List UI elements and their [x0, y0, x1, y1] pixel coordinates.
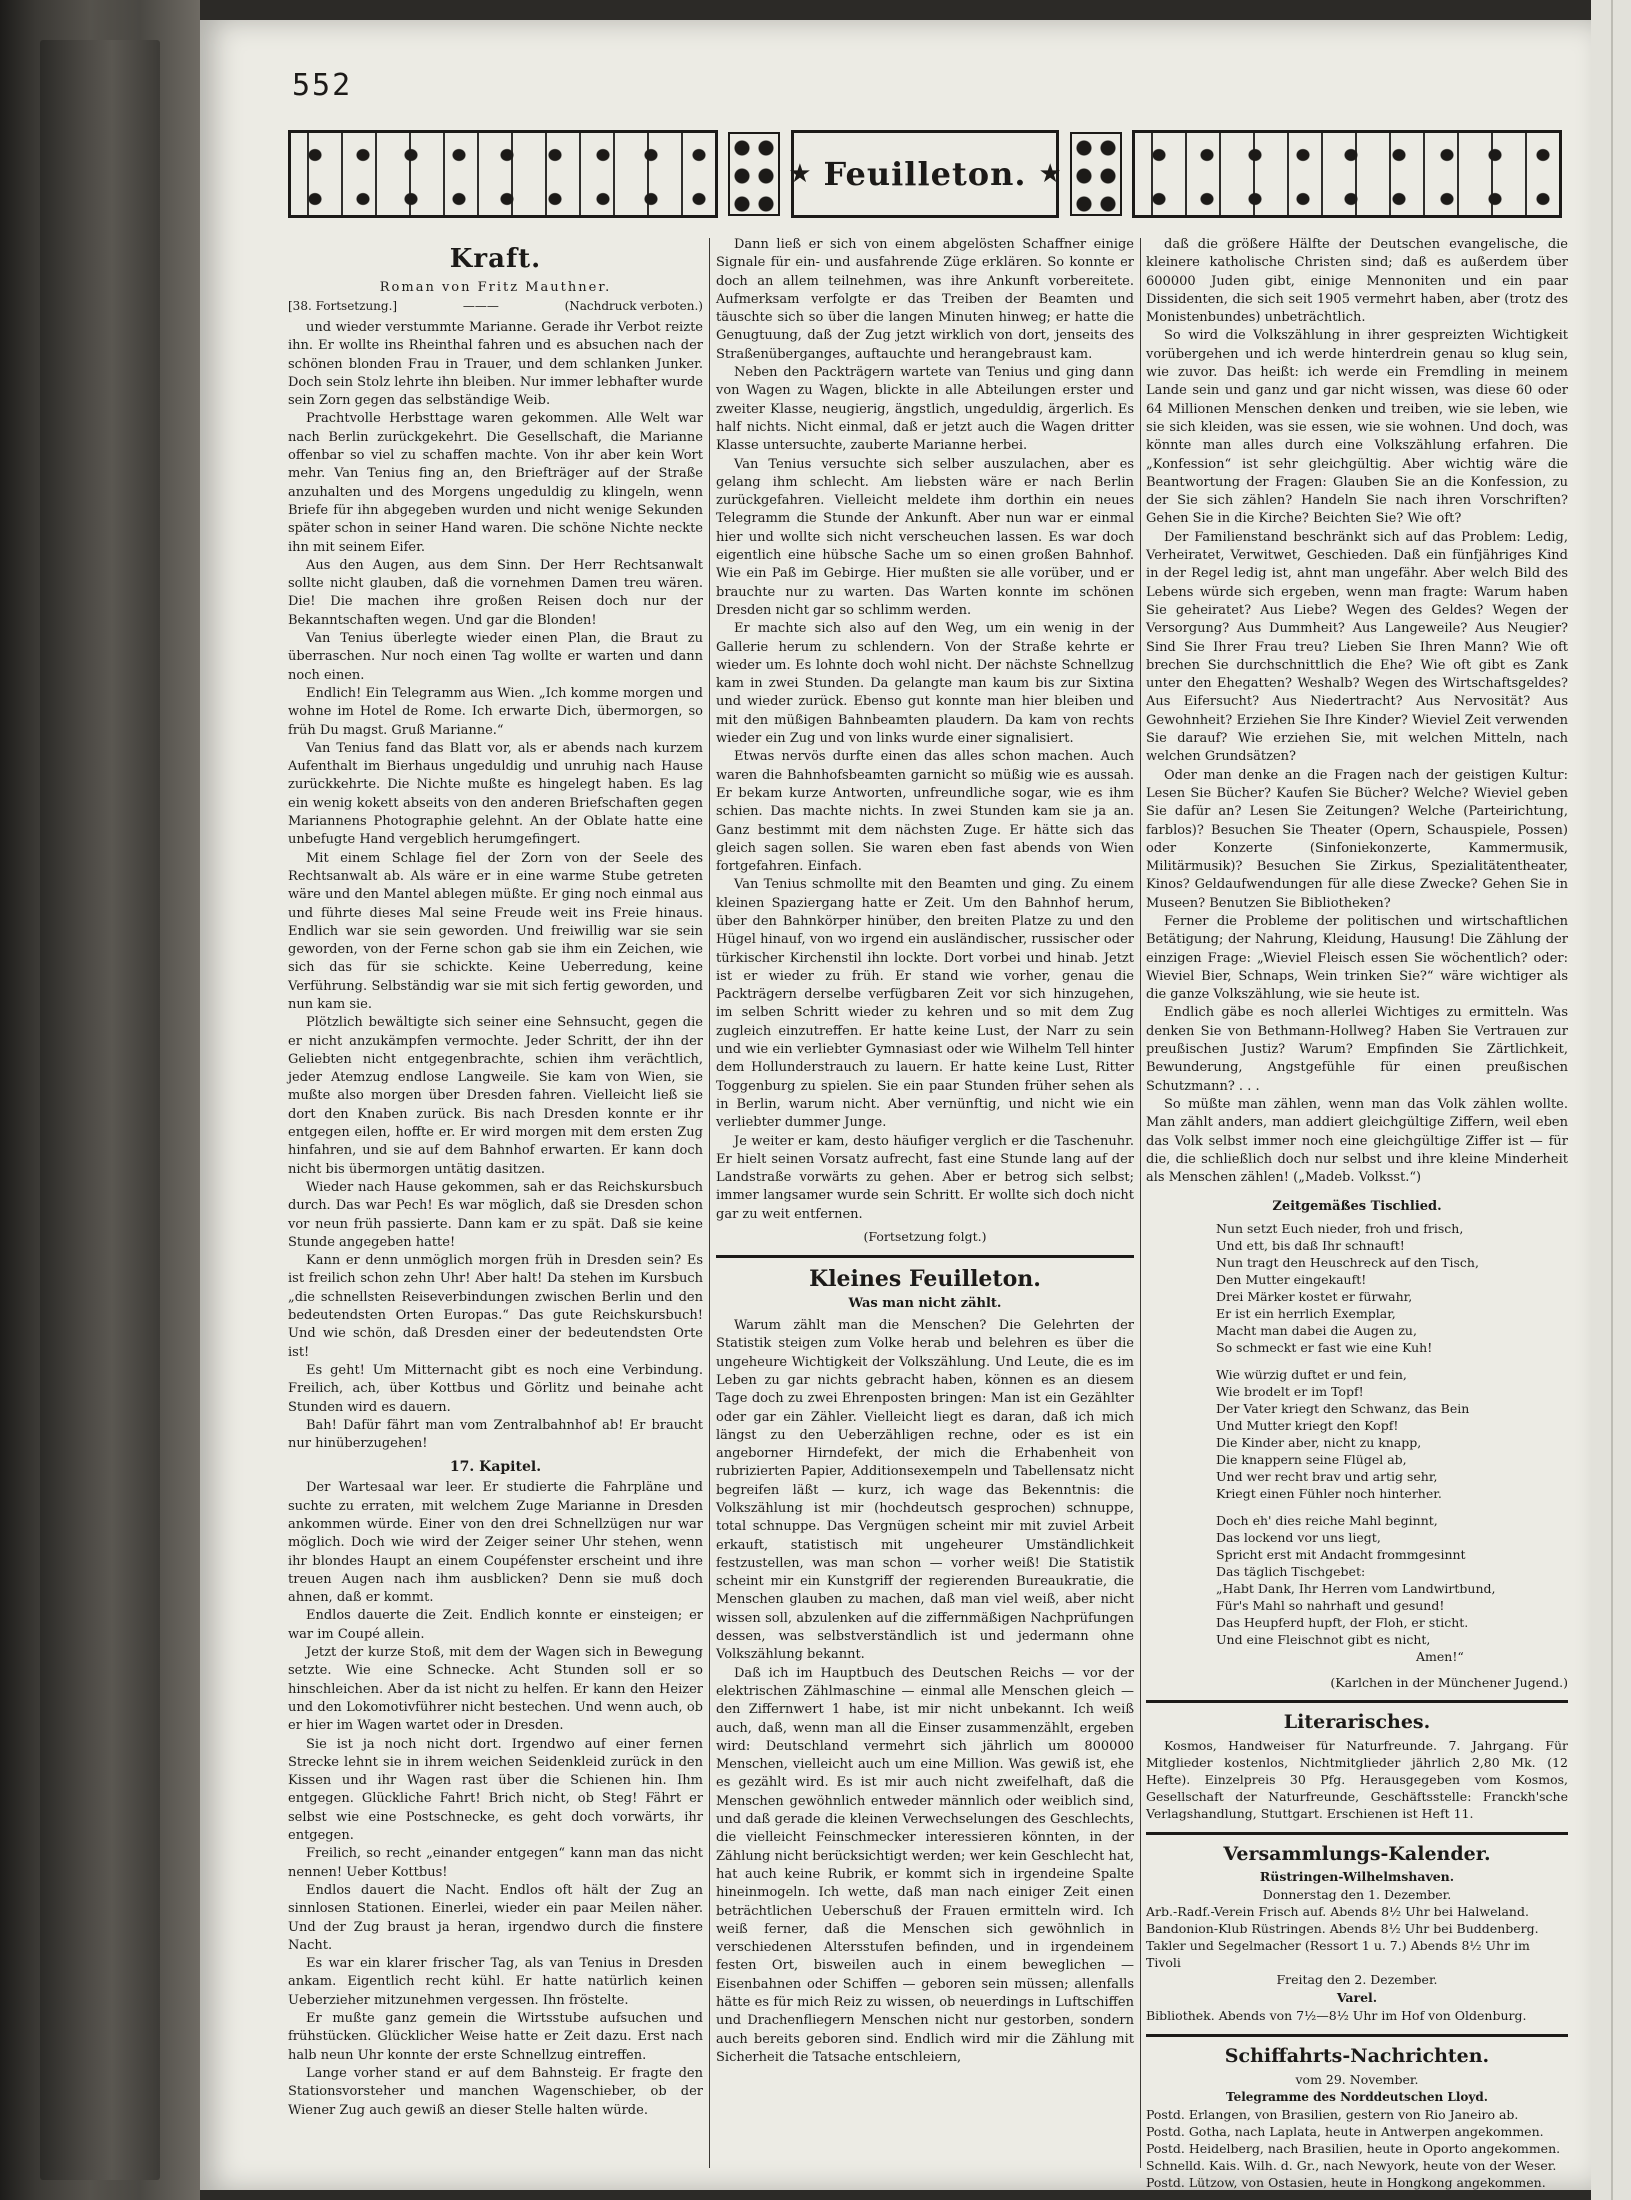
paragraph: Jetzt der kurze Stoß, mit dem der Wagen sich in Bewegung setzte. Wie eine Schnecke. Acht Stunden soll er so hinschleichen. Aber da ist nicht zu helfen. Er kann den Heizer und den Lokomotivführer nicht bestechen. Und wenn auch, ob er hier im Wagen wartet oder in Dresden. [288, 1645, 703, 1734]
paragraph: Es geht! Um Mitternacht gibt es noch eine Verbindung. Freilich, ach, über Kottbus und Görlitz und beinahe acht Stunden wird es dauern. [288, 1362, 703, 1415]
paragraph: Endlich! Ein Telegramm aus Wien. „Ich komme morgen und wohne im Hotel de Rome. Ich erwarte Dich, übermorgen, so früh Du magst. Gruß Marianne.“ [288, 685, 703, 738]
kleines-text-continued [1146, 236, 1568, 1187]
novel-byline: Roman von Fritz Mauthner. [379, 280, 612, 295]
novel-text-continued [716, 236, 1134, 1224]
star-icon: ★ [788, 159, 812, 189]
chapter-heading: 17. Kapitel. [449, 1459, 542, 1476]
poem-line: Nun tragt den Heuschreck auf den Tisch, [1216, 1255, 1479, 1271]
poem-line: Doch eh' dies reiche Mahl beginnt, [1216, 1513, 1438, 1529]
kalender-item: Bibliothek. Abends von 7½—8½ Uhr im Hof von Oldenburg. [1146, 2008, 1527, 2024]
poem-line: Macht man dabei die Augen zu, [1216, 1323, 1417, 1339]
poem-line: So schmeckt er fast wie eine Kuh! [1216, 1340, 1433, 1356]
paragraph: Er mußte ganz gemein die Wirtsstube aufsuchen und frühstücken. Glücklicher Weise hatte er Zeit dazu. Erst nach halb neun Uhr konnte der erste Schnellzug eintreffen. [288, 2011, 703, 2063]
literarisches-title: Literarisches. [1283, 1711, 1431, 1734]
kalender-item: Bandonion-Klub Rüstringen. Abends 8½ Uhr bei Buddenberg. [1146, 1921, 1539, 1937]
section-divider [1146, 1832, 1568, 1835]
ornament-box-right [1070, 132, 1122, 216]
paragraph: Kann er denn unmöglich morgen früh in Dresden sein? Es ist freilich schon zehn Uhr! Aber halt! Da stehen im Kursbuch „die schnellsten Reiseverbindungen zwischen Berlin und den bedeutendsten Orten Europas.“ Das gute Reichskursbuch! Und wie schön, daß Dresden einer der bedeutendsten Orte ist! [288, 1253, 703, 1360]
section-title-box [788, 130, 1062, 218]
star-icon: ★ [1038, 159, 1062, 189]
ornament-left [288, 130, 718, 218]
poem-line: Die Kinder aber, nicht zu knapp, [1216, 1435, 1422, 1451]
kalender-item: Arb.-Radf.-Verein Frisch auf. Abends 8½ Uhr bei Halweland. [1146, 1904, 1529, 1920]
section-title: Feuilleton. [823, 155, 1027, 193]
poem-stanza [1216, 1220, 1568, 1356]
paragraph: Plötzlich bewältigte sich seiner eine Sehnsucht, gegen die er nicht anzukämpfen vermochte. Jeder Schritt, der ihn der Geliebten nicht entgegenbrachte, schien ihm verächtlich, jeder Atemzug endlose Langweile. Sie kam von Wien, sie mußte also morgen über Dresden fahren. Vielleicht ließ sie dort den Knaben zurück. Bis nach Dresden konnte er ihr entgegen eilen, hoffte er. Er wird morgen mit dem ersten Zug hinfahren, und sie auf dem Bahnhof erwarten. Er kann doch nicht bis übermorgen untätig dasitzen. [288, 1015, 703, 1177]
section-divider [716, 1255, 1134, 1258]
kleines-title: Kleines Feuilleton. [809, 1266, 1041, 1293]
newspaper-page [200, 20, 1591, 2190]
paragraph: Je weiter er kam, desto häufiger verglich er die Taschenuhr. Er hielt seinen Vorsatz aufrecht, fast eine Stunde lang auf der Landstraße vorwärts zu gehen. Aber er betrog sich selbst; immer langsamer wurde sein Schritt. Er wollte sich doch nicht gar zu weit entfernen. [716, 1133, 1134, 1222]
paragraph: Es war ein klarer frischer Tag, als van Tenius in Dresden ankam. Eigentlich recht kühl. Er hatte natürlich keinen Ueberzieher mitzunehmen vergessen. Ihn fröstelte. [288, 1956, 703, 2008]
feuilleton-banner [288, 130, 1562, 218]
column-3 [1146, 236, 1568, 2191]
paragraph: Aus den Augen, aus dem Sinn. Der Herr Rechtsanwalt sollte nicht glauben, daß die vornehmen Damen treu wären. Die! Die machen ihre großen Reisen doch nur der Bekanntschaften wegen. Und gar die Blonden! [288, 557, 703, 628]
to-be-continued: (Fortsetzung folgt.) [863, 1229, 987, 1245]
column-2 [716, 236, 1134, 2067]
poem-stanza [1216, 1512, 1568, 1665]
column-rule [1140, 238, 1141, 2168]
schiffahrt-item: Postd. Gotha, nach Laplata, heute in Antwerpen angekommen. [1146, 2124, 1544, 2140]
novel-text-chapter [288, 1479, 703, 2119]
paragraph: Daß ich im Hauptbuch des Deutschen Reichs — vor der elektrischen Zählmaschine — einmal alle Menschen gleich — den Ziffernwert 1 habe, ist mir nicht unbekannt. Ich weiß auch, daß, wenn man all die Einser zusammenzählt, ergeben wird: Deutschland vermehrt sich jährlich um 800000 Menschen, vielleicht auch um eine Million. Was gewiß ist, ehe es gezählt wird. Es ist mir auch nicht zweifelhaft, daß die Menschen gewöhnlich entweder männlich oder weiblich sind, und daß gerade die kleinen Verwechselungen des Geschlechts, die vielleicht Feinschmecker interessieren könnten, in der Zählung nicht berücksichtigt werden; wer kein Geschlecht hat, hat auch keine Rubrik, er kommt sich in irgendeine Spalte hineinmogeln. Ich wette, daß man nach einiger Zeit einen beträchtlichen Ueberschuß der Frauen ermitteln wird. Ich weiß ferner, daß die Menschen sich gewöhnlich in verschiedenen Altersstufen befinden, und in irgendeinem festen Ort, bisweilen auch in einem beweglichen — Eisenbahnen oder Schiffen — geboren sein müssen; allenfalls hätte es für mich Reiz zu wissen, ob neuerdings in Luftschiffen und Drachenfliegern Menschen nicht nur gestorben, sondern auch bereits geboren sind. Endlich wird mir die Zählung mit Sicherheit die Tatsache entschleiern, [716, 1665, 1134, 2065]
schiffahrt-date: vom 29. November. [1295, 2072, 1419, 2088]
kalender-title: Versammlungs-Kalender. [1223, 1843, 1491, 1866]
rights-note: (Nachdruck verboten.) [564, 299, 703, 313]
poem-line: Und Mutter kriegt den Kopf! [1216, 1418, 1399, 1434]
kalender-date: Donnerstag den 1. Dezember. [1262, 1887, 1452, 1903]
kalender-item: Takler und Segelmacher (Ressort 1 u. 7.) Abends 8½ Uhr im Tivoli [1146, 1938, 1530, 1971]
poem-source: (Karlchen in der Münchener Jugend.) [1330, 1675, 1568, 1691]
poem [1146, 1220, 1568, 1665]
poem-line: Der Vater kriegt den Schwanz, das Bein [1216, 1401, 1470, 1417]
literarisches-text: Kosmos, Handweiser für Naturfreunde. 7. Jahrgang. Für Mitglieder kostenlos, Nichtmitglieder jährlich 2,80 Mk. (12 Hefte). Einzelpreis 30 Pfg. Herausgegeben vom Kosmos, Gesellschaft der Naturfreunde, Geschäftsstelle: Franckh'sche Verlagshandlung, Stuttgart. Erschienen ist Heft 11. [1146, 1738, 1568, 1822]
paragraph: Oder man denke an die Fragen nach der geistigen Kultur: Lesen Sie Bücher? Kaufen Sie Bücher? Welche? Wieviel geben Sie dafür an? Lesen Sie Zeitungen? Welche (Parteirichtung, farblos)? Besuchen Sie Theater (Opern, Schauspiele, Possen) oder Konzerte (Sinfoniekonzerte, Kammermusik, Militärmusik)? Besuchen Sie Zirkus, Spezialitätentheater, Kinos? Geldaufwendungen für alle diese Zwecke? Gehen Sie in Museen? Benutzen Sie Bibliotheken? [1146, 767, 1568, 911]
poem-line: Wie würzig duftet er und fein, [1216, 1367, 1407, 1383]
paragraph: Lange vorher stand er auf dem Bahnsteig. Er fragte den Stationsvorsteher und manchen Wagenschieber, ob der Wiener Zug auch gewiß an dieser Stelle halten würde. [288, 2065, 703, 2118]
paragraph: Wieder nach Hause gekommen, sah er das Reichskursbuch durch. Das war Pech! Es war möglich, daß sie Dresden schon vor neun früh passierte. Dann kam er zu spät. Daß sie keine Stunde angegeben hatte! [288, 1179, 703, 1250]
poem-line: Das täglich Tischgebet: [1216, 1564, 1366, 1580]
paragraph: Dann ließ er sich von einem abgelösten Schaffner einige Signale für ein- und ausfahrende Züge erklären. So konnte er doch an allem teilnehmen, was ihre Ankunft vorbereitete. Aufmerksam verfolgte er das Treiben der Beamten und täuschte sich so über die langen Minuten hinweg; er hatte die Genugtuung, daß der Zug jetzt wirklich von dort, jenseits des Straßenüberganges, auftauchte und herangebraust kam. [716, 237, 1134, 362]
novel-title: Kraft. [449, 244, 542, 274]
schiffahrt-item: Postd. Lützow, von Ostasien, heute in Hongkong angekommen. [1146, 2175, 1546, 2191]
next-page-edge [1591, 0, 1631, 2200]
column-1 [288, 236, 703, 2120]
poem-line: Amen!“ [1416, 1649, 1464, 1665]
book-spine [0, 0, 200, 2200]
novel-meta: [38. Fortsetzung.] ——— (Nachdruck verboten.) [288, 299, 703, 313]
poem-title: Zeitgemäßes Tischlied. [1272, 1199, 1442, 1215]
paragraph: Warum zählt man die Menschen? Die Gelehrten der Statistik steigen zum Volke herab und belehren es über die ungeheure Wichtigkeit der Volkszählung. Und Leute, die es im Leben zu gar nichts gebracht haben, können es an diesem Tage doch zu zwei Ehrenposten bringen: Man ist ein Gezählter oder gar ein Zähler. Vielleicht liegt es daran, daß ich mich längst zu den Ueberzähligen rechne, oder es ist ein angeborner Hirndefekt, der mich die Erhabenheit von rubrizierten Papier, Additionsexempeln und Tabellensatz nicht begreifen läßt — kurz, ich wage das Bekenntnis: die Volkszählung ist mir (hochdeutsch gesprochen) schnuppe, total schnuppe. Das Vergnügen scheint mir mit zuviel Arbeit erkauft, statistisch mit ungeheurer Umständlichkeit festzustellen, was man schon — vorher weiß! Die Statistik scheint mir ein Kunstgriff der regierenden Bureaukratie, die Menschen glauben zu machen, daß man viel weiß, aber nicht wissen soll, abzulenken auf die ziffernmäßigen Nachprüfungen dessen, was selbstverständlich ist und jedermann ohne Volkszählung bekannt. [716, 1318, 1134, 1663]
section-divider [1146, 2034, 1568, 2037]
paragraph: Endlich gäbe es noch allerlei Wichtiges zu ermitteln. Was denken Sie von Bethmann-Hollweg? Haben Sie Vertrauen zur preußischen Justiz? Warum? Empfinden Sie Zärtlichkeit, Bewunderung, Angstgefühle für einen preußischen Schutzmann? . . . [1146, 1005, 1568, 1094]
paragraph: Van Tenius schmollte mit den Beamten und ging. Zu einem kleinen Spaziergang hatte er Zeit. Um den Bahnhof herum, über den Bahnkörper hinüber, den breiten Platze zu und den Hügel hinauf, von wo irgend ein ausländischer, russischer oder türkischer Kirchenstil ihn lockte. Dort vorbei und hinab. Jetzt ist er wieder zu früh. Er stand wie vorher, genau die Packträgern derselbe verfügbaren Zeit vor sich hinzugehen, im selben Schritt wieder zu kehren und so mit dem Zug zugleich einzutreffen. Er hatte keine Lust, der Narr zu sein und wie ein verliebter Gymnasiast oder wie Wilhelm Tell hinter dem Hollunderstrauch zu lauern. Er hatte keine Lust, Ritter Toggenburg zu spielen. Sie ein paar Stunden früher sehen als in Berlin, warum nicht. Aber vernünftig, und nicht wie ein verliebter dummer Junge. [716, 877, 1134, 1131]
schiffahrt-item: Postd. Heidelberg, nach Brasilien, heute in Oporto angekommen. [1146, 2141, 1561, 2157]
poem-line: Nun setzt Euch nieder, froh und frisch, [1216, 1221, 1464, 1237]
poem-line: Er ist ein herrlich Exemplar, [1216, 1306, 1396, 1322]
poem-line: Kriegt einen Fühler noch hinterher. [1216, 1486, 1442, 1502]
paragraph: Endlos dauert die Nacht. Endlos oft hält der Zug an sinnlosen Stationen. Einerlei, wieder ein paar Meilen näher. Und der Zug braust ja heran, irgendwo durch die finstere Nacht. [288, 1882, 703, 1953]
paragraph: So wird die Volkszählung in ihrer gespreizten Wichtigkeit vorübergehen und ich werde hinterdrein genau so klug sein, wie zuvor. Das heißt: ich werde ein Fremdling in meinem Lande sein und ganz und gar nicht wissen, was diese 60 oder 64 Millionen Menschen denken und treiben, wie sie leben, wie sie sich kleiden, was sie essen, wie sie wohnen. Und doch, was könnte man alles durch eine Volkszählung erfahren. Die „Konfession“ ist sehr gleichgültig. Aber wichtig wäre die Beantwortung der Fragen: Glauben Sie an die Konfession, zu der Sie sich zählen? Handeln Sie nach ihren Vorschriften? Gehen Sie in die Kirche? Beichten Sie? Wie oft? [1146, 328, 1568, 527]
poem-stanza [1216, 1366, 1568, 1502]
paragraph: Van Tenius versuchte sich selber auszulachen, aber es gelang ihm schlecht. Am liebsten wäre er nach Berlin zurückgefahren. Vielleicht meldete ihm dorthin ein neues Telegramm die Stunde der Ankunft. Aber nun war er einmal hier und wollte sich nicht verscheuchen lassen. Es war doch eigentlich eine hübsche Sache um so einen großen Bahnhof. Wie ein Paß im Gebirge. Hier mußten sie alle vorüber, und er brauchte nur zu warten. Das Warten konnte im schönen Dresden nicht gar so schlimm werden. [716, 456, 1134, 618]
ornament-right [1132, 130, 1562, 218]
paragraph: Der Wartesaal war leer. Er studierte die Fahrpläne und suchte zu erraten, mit welchem Zuge Marianne in Dresden ankommen würde. Einer von den drei Schnellzügen nur war möglich. Doch wie wird der Zeiger seiner Uhr stehen, wenn ihr blondes Haupt an einem Coupéfenster erscheint und ihre treuen Augen nach ihm ausblicken? Denn sie muß doch ahnen, daß er kommt. [288, 1480, 703, 1606]
poem-line: Wie brodelt er im Topf! [1216, 1384, 1364, 1400]
paragraph: Van Tenius fand das Blatt vor, als er abends nach kurzem Aufenthalt im Bierhaus ungeduldig und unruhig nach Hause zurückkehrte. Die Nichte mußte es hingelegt haben. Es lag ein wenig kokett abseits von den anderen Briefschaften gegen Mariannens Photographie gelehnt. An der Oblate hatte eine unbefugte Hand vergeblich herumgefingert. [288, 740, 703, 848]
paragraph: Neben den Packträgern wartete van Tenius und ging dann von Wagen zu Wagen, blickte in alle Abteilungen erster und zweiter Klasse, neugierig, ängstlich, ungeduldig, ärgerlich. Es half nichts. Nicht einmal, daß er jetzt auch die Wagen dritter Klasse untersuchte, zauberte Marianne herbei. [716, 365, 1134, 454]
paragraph: So müßte man zählen, wenn man das Volk zählen wollte. Man zählt anders, man addiert gleichgültige Ziffern, weil eben das Volk selbst immer noch eine gleichgültige Ziffer ist — für die, die schließlich doch nur selbst und ihre kleine Minderheit als Menschen zählen! („Madeb. Volksst.“) [1146, 1096, 1568, 1186]
section-divider [1146, 1700, 1568, 1703]
poem-line: Das lockend vor uns liegt, [1216, 1530, 1381, 1546]
poem-line: Und eine Fleischnot gibt es nicht, [1216, 1632, 1431, 1648]
continuation-note: [38. Fortsetzung.] [288, 299, 398, 313]
schiffahrt-title: Schiffahrts-Nachrichten. [1224, 2045, 1490, 2068]
kalender-place: Varel. [1336, 1990, 1378, 2006]
paragraph: Prachtvolle Herbsttage waren gekommen. Alle Welt war nach Berlin zurückgekehrt. Die Gesellschaft, die Marianne offenbar so viel zu schaffen machte. Von ihr aber kein Wort mehr. Van Tenius fing an, den Briefträger auf der Straße anzuhalten und des Morgens ungeduldig zu klingeln, wenn Briefe für ihn abgegeben wurden und nicht wenige Sekunden später schon in seiner Hand waren. Die schöne Nichte neckte ihn mit seinem Eifer. [288, 411, 703, 555]
paragraph: Bah! Dafür fährt man vom Zentralbahnhof ab! Er braucht nur hinüberzugehen! [288, 1417, 703, 1452]
poem-line: Die knappern seine Flügel ab, [1216, 1452, 1407, 1468]
kalender-date: Freitag den 2. Dezember. [1276, 1972, 1438, 1988]
poem-line: Und wer recht brav und artig sehr, [1216, 1469, 1438, 1485]
column-rule [709, 238, 710, 2168]
kalender-list [1146, 2007, 1568, 2024]
novel-text [288, 319, 703, 1453]
paragraph: daß die größere Hälfte der Deutschen evangelische, die kleinere katholische Christen sind; daß es außerdem über 600000 Juden gibt, einige Mennoniten und ein paar Dissidenten, die sich seit 1905 vermehrt haben, aber (trotz des Monistenbundes) unbeträchtlich. [1146, 237, 1568, 326]
schiffahrt-item: Schnelld. Kais. Wilh. d. Gr., nach Newyork, heute von der Weser. [1146, 2158, 1557, 2174]
schiffahrt-list [1146, 2106, 1568, 2191]
paragraph: Etwas nervös durfte einen das alles schon machen. Auch waren die Bahnhofsbeamten garnicht so müßig wie es aussah. Er bekam kurze Antworten, unfreundliche sogar, wie es ihm schien. Das machte nichts. In zwei Stunden kam sie ja an. Ganz bestimmt mit dem nächsten Zuge. Er hätte sich das gleich sagen sollen. Sie waren eben fast abends von Wien fortgefahren. Einfach. [716, 749, 1134, 875]
kalender-place: Rüstringen-Wilhelmshaven. [1259, 1869, 1455, 1885]
paragraph: Der Familienstand beschränkt sich auf das Problem: Ledig, Verheiratet, Verwitwet, Geschieden. Daß ein fünfjähriges Kind in der Regel ledig ist, ahnt man ungefähr. Aber welch Bild des Lebens würde sich ergeben, wenn man fragte: Warum haben Sie geheiratet? Aus Liebe? Wegen des Geldes? Wegen der Versorgung? Aus Dummheit? Aus Langeweile? Aus Neugier? Sind Sie Ihrer Frau treu? Lieben Sie Ihren Mann? Wie oft brechen Sie durchschnittlich die Ehe? Wie oft gibt es Zank unter den Ehegatten? Weshalb? Wegen des Wirtschaftsgeldes? Aus Eifersucht? Aus Niedertracht? Aus Nervosität? Aus Gewohnheit? Erziehen Sie Ihre Kinder? Wieviel Zeit verwenden Sie darauf? Wie erziehen Sie, mit welchen Mitteln, nach welchen Grundsätzen? [1146, 529, 1568, 765]
paragraph: Er machte sich also auf den Weg, um ein wenig in der Gallerie herum zu schlendern. Von der Straße kehrte er wieder um. Es lohnte doch wohl nicht. Der nächste Schnellzug kam in zwei Stunden. Da gelangte man kaum bis zur Sixtina und wieder zurück. Ebenso gut konnte man hier bleiben und mit den müßigen Bahnbeamten plaudern. Da kam von rechts wieder ein Zug und von links wurde einer signalisiert. [716, 621, 1134, 747]
poem-line: Für's Mahl so nahrhaft und gesund! [1216, 1598, 1445, 1614]
poem-line: Spricht erst mit Andacht frommgesinnt [1216, 1547, 1466, 1563]
kalender-list [1146, 1903, 1568, 1971]
poem-line: Drei Märker kostet er fürwahr, [1216, 1289, 1413, 1305]
poem-line: Das Heupferd hupft, der Floh, er sticht. [1216, 1615, 1469, 1631]
kleines-text [716, 1317, 1134, 2067]
paragraph: Van Tenius überlegte wieder einen Plan, die Braut zu überraschen. Nur noch einen Tag wollte er warten und dann noch einen. [288, 631, 703, 683]
paragraph: und wieder verstummte Marianne. Gerade ihr Verbot reizte ihn. Er wollte ins Rheinthal fahren und es absuchen nach der schönen blonden Frau in Trauer, und dem schlanken Junker. Doch sein Stolz lehrte ihn bleiben. Nur immer lebhafter wurde sein Zorn gegen das selbständige Weib. [288, 320, 703, 409]
poem-line: Den Mutter eingekauft! [1216, 1272, 1367, 1288]
schiffahrt-subtitle: Telegramme des Norddeutschen Lloyd. [1226, 2090, 1488, 2105]
paragraph: Ferner die Probleme der politischen und wirtschaftlichen Betätigung; der Nahrung, Kleidung, Hausung! Die Zählung der einzigen Frage: „Wieviel Fleisch essen Sie wöchentlich? oder: Wieviel Bier, Schnaps, Wein trinken Sie?“ wäre wichtiger als die ganze Volkszählung, wie sie heute ist. [1146, 913, 1568, 1003]
kleines-subtitle: Was man nicht zählt. [848, 1296, 1002, 1312]
paragraph: Endlos dauerte die Zeit. Endlich konnte er einsteigen; er war im Coupé allein. [288, 1608, 703, 1642]
paragraph: Freilich, so recht „einander entgegen“ kann man das nicht nennen! Ueber Kottbus! [288, 1846, 703, 1880]
schiffahrt-item: Postd. Erlangen, von Brasilien, gestern von Rio Janeiro ab. [1146, 2107, 1519, 2123]
poem-line: Und ett, bis daß Ihr schnauft! [1216, 1238, 1405, 1254]
paragraph: Mit einem Schlage fiel der Zorn von der Seele des Rechtsanwalt ab. Als wäre er in eine warme Stube getreten wäre und den Mantel ablegen müßte. Er ging noch einmal aus und führte dieses Mal seine Freude weit ins Freie hinaus. Endlich war sie sein geworden. Und freiwillig war sie sein geworden, von der Ferne schon gab sie ihm ein Zeichen, wie sich das für sie schickte. Keine Ueberredung, keine Verführung. Selbständig war sie mit sich fertig geworden, und nun kam sie. [288, 850, 703, 1012]
page-number: 552 [292, 68, 353, 103]
paragraph: Sie ist ja noch nicht dort. Irgendwo auf einer fernen Strecke lehnt sie in ihrem weichen Seidenkleid zurück in den Kissen und ihr Wagen rast über die Schienen hin. Ihm entgegen. Glückliche Fahrt! Brich nicht, ob Steg! Fährt er selbst wie eine Postschnecke, es geht doch vorwärts, ihr entgegen. [288, 1736, 703, 1844]
ornament-box-left [728, 132, 780, 216]
poem-line: „Habt Dank, Ihr Herren vom Landwirtbund, [1216, 1581, 1496, 1597]
